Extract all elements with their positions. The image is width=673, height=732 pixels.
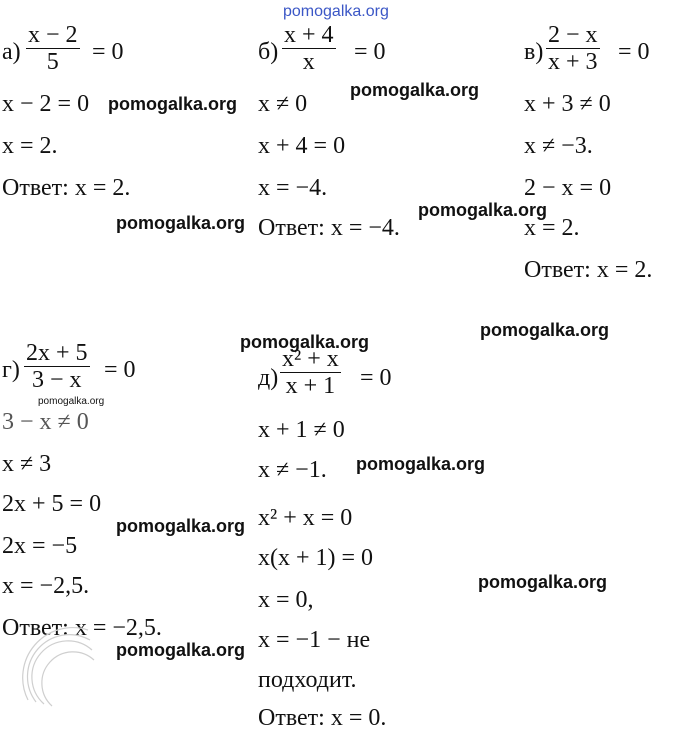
problem-b-line-1: x ≠ 0 (258, 91, 308, 117)
problem-d-numerator: x² + x (282, 346, 339, 372)
watermark-top: pomogalka.org (283, 3, 389, 20)
problem-v-answer: Ответ: x = 2. (524, 257, 653, 283)
problem-g-line-2: x ≠ 3 (2, 451, 52, 477)
problem-d-answer: Ответ: x = 0. (258, 705, 387, 731)
problem-d-line-4: x(x + 1) = 0 (258, 545, 374, 571)
problem-d-line-7: подходит. (258, 667, 357, 693)
faint-stamp-decoration (8, 610, 118, 710)
problem-g-line-3: 2x + 5 = 0 (2, 491, 102, 517)
watermark: pomogalka.org (116, 213, 246, 233)
problem-b-fraction (282, 22, 336, 75)
problem-g-line-1: 3 − x ≠ 0 (2, 409, 89, 435)
problem-g-numerator: 2x + 5 (26, 340, 88, 366)
problem-v-line-2: x ≠ −3. (524, 133, 593, 159)
problem-g-answer: Ответ: x = −2,5. (2, 615, 162, 641)
problem-d-line-2: x ≠ −1. (258, 457, 327, 483)
watermark: pomogalka.org (418, 200, 548, 220)
problem-a-line-2: x = 2. (2, 133, 58, 159)
watermark-small: pomogalka.org (38, 396, 105, 407)
problem-b-numerator: x + 4 (284, 22, 334, 48)
problem-g-label: г) (2, 357, 20, 383)
watermark: pomogalka.org (108, 94, 238, 114)
problem-v-line-1: x + 3 ≠ 0 (524, 91, 611, 117)
watermark: pomogalka.org (478, 572, 608, 592)
problem-v-numerator: 2 − x (548, 22, 598, 48)
problem-a-label: а) (2, 39, 21, 65)
watermark: pomogalka.org (116, 640, 246, 660)
problem-b-denominator: x (302, 49, 315, 75)
problem-d-equals: = 0 (360, 365, 392, 391)
problem-a-denominator: 5 (46, 49, 59, 75)
watermark: pomogalka.org (350, 80, 480, 100)
problem-d-line-1: x + 1 ≠ 0 (258, 417, 345, 443)
problem-g-fraction (24, 340, 90, 393)
problem-g-line-5: x = −2,5. (2, 573, 90, 599)
problem-d-denominator: x + 1 (285, 373, 336, 399)
problem-b-line-3: x = −4. (258, 175, 328, 201)
problem-d-line-6: x = −1 − не (258, 627, 371, 653)
problem-d-label: д) (258, 365, 279, 391)
problem-b-answer: Ответ: x = −4. (258, 215, 400, 241)
problem-v-label: в) (524, 39, 544, 65)
problem-b-label: б) (258, 39, 279, 65)
problem-b-equals: = 0 (354, 39, 386, 65)
problem-d-line-3: x² + x = 0 (258, 505, 353, 531)
problem-a-fraction (26, 22, 80, 75)
problem-b-line-2: x + 4 = 0 (258, 133, 346, 159)
problem-d-line-5: x = 0, (258, 587, 314, 613)
problem-v-line-3: 2 − x = 0 (524, 175, 612, 201)
watermark: pomogalka.org (240, 332, 370, 352)
problem-d-fraction (280, 346, 341, 399)
problem-a-line-1: x − 2 = 0 (2, 91, 90, 117)
problem-g-denominator: 3 − x (32, 367, 82, 393)
watermark: pomogalka.org (480, 320, 610, 340)
problem-v-line-4: x = 2. (524, 215, 580, 241)
problem-a-answer: Ответ: x = 2. (2, 175, 131, 201)
problem-v-equals: = 0 (618, 39, 650, 65)
problem-v-denominator: x + 3 (548, 49, 598, 75)
problem-v-fraction (546, 22, 600, 75)
problem-a-equals: = 0 (92, 39, 124, 65)
watermark: pomogalka.org (356, 454, 486, 474)
watermark: pomogalka.org (116, 516, 246, 536)
problem-g-equals: = 0 (104, 357, 136, 383)
problem-g-line-4: 2x = −5 (2, 533, 78, 559)
problem-a-numerator: x − 2 (28, 22, 78, 48)
